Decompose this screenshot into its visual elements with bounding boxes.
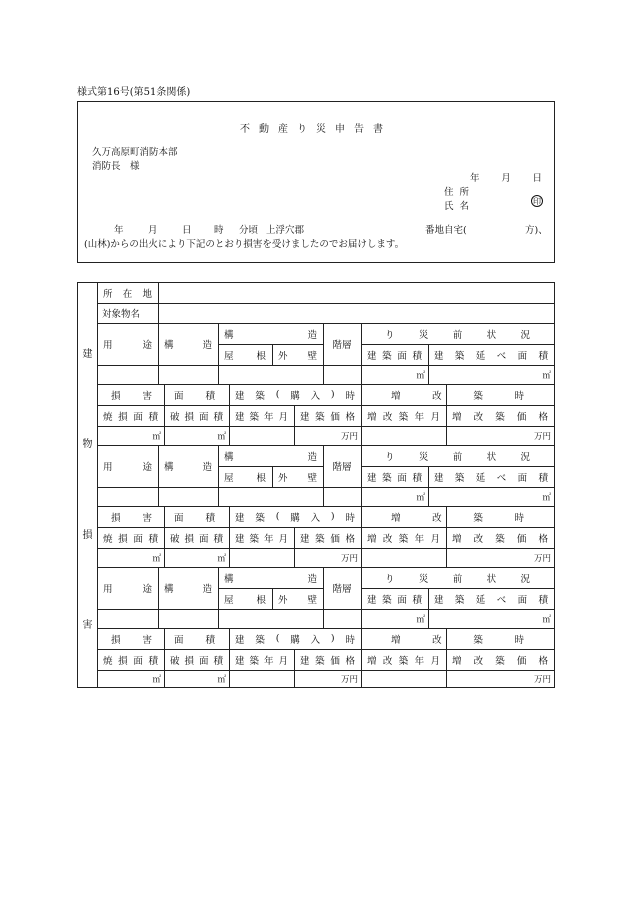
damage-area-label: 損 害 面 積 <box>111 390 215 402</box>
sqm-unit: ㎡ <box>152 674 161 685</box>
form-number-label: 様式第16号(第51条関係) <box>77 87 191 98</box>
sqm-unit: ㎡ <box>542 492 551 503</box>
destroyed-area-label: 破 損 面 積 <box>170 655 223 667</box>
pre-disaster-status-label: り 災 前 状 況 <box>385 451 530 463</box>
destroyed-area-label: 破 損 面 積 <box>170 411 223 423</box>
stmt-month: 月 <box>148 225 158 236</box>
wall-label: 外 壁 <box>278 472 317 484</box>
extension-time-label: 増 改 築 時 <box>391 390 524 402</box>
total-floor-area-label: 建 築 延 べ 面 積 <box>434 472 548 484</box>
stmt-day: 日 <box>182 225 192 236</box>
sqm-unit: ㎡ <box>416 370 425 381</box>
structure-label: 構 造 <box>164 462 212 473</box>
building-area-label: 建 築 面 積 <box>367 350 422 362</box>
stmt-year: 年 <box>114 225 124 236</box>
seal-mark: 印 <box>533 196 541 206</box>
damage-table <box>77 282 555 688</box>
yen-unit: 万円 <box>533 674 551 685</box>
yen-unit: 万円 <box>340 553 358 564</box>
fire-statement-line2: (山林)からの出火により下記のとおり損害を受けましたのでお届けします。 <box>84 239 405 250</box>
stmt-minute: 分頃 <box>239 225 259 236</box>
construction-time-label: 建 築 ( 購 入 ) 時 <box>235 389 355 402</box>
wall-label: 外 壁 <box>278 594 317 606</box>
sqm-unit: ㎡ <box>542 370 551 381</box>
pre-disaster-status-label: り 災 前 状 況 <box>385 329 530 341</box>
structure-group-label: 構 造 <box>224 573 317 585</box>
side-label-char: 害 <box>82 620 93 631</box>
target-name-label: 対象物名 <box>102 309 141 320</box>
stmt-hour: 時 <box>214 225 224 236</box>
usage-label: 用 途 <box>103 584 152 595</box>
month-label: 月 <box>501 173 511 184</box>
sqm-unit: ㎡ <box>416 492 425 503</box>
yen-unit: 万円 <box>533 431 551 442</box>
usage-label: 用 途 <box>103 340 152 351</box>
roof-label: 屋 根 <box>224 350 266 362</box>
side-label-char: 建 <box>82 349 93 360</box>
stmt-person: 方)、 <box>525 225 548 236</box>
extension-date-label: 増 改 築 年 月 <box>367 655 440 667</box>
total-floor-area-label: 建 築 延 べ 面 積 <box>434 594 548 606</box>
extension-price-label: 増 改 築 価 格 <box>452 655 548 667</box>
pre-disaster-status-label: り 災 前 状 況 <box>385 573 530 585</box>
floors-label: 階層 <box>332 584 352 595</box>
building-area-label: 建 築 面 積 <box>367 472 422 484</box>
extension-price-label: 増 改 築 価 格 <box>452 533 548 545</box>
day-label: 日 <box>532 173 542 184</box>
build-price-label: 建 築 価 格 <box>300 655 355 667</box>
structure-label: 構 造 <box>164 340 212 351</box>
floors-label: 階層 <box>332 462 352 473</box>
build-date-label: 建 築 年 月 <box>235 655 288 667</box>
build-date-label: 建 築 年 月 <box>235 533 288 545</box>
extension-time-label: 増 改 築 時 <box>391 512 524 524</box>
burned-area-label: 焼 損 面 積 <box>103 411 158 423</box>
sqm-unit: ㎡ <box>152 431 161 442</box>
roof-label: 屋 根 <box>224 594 266 606</box>
construction-time-label: 建 築 ( 購 入 ) 時 <box>235 633 355 646</box>
extension-date-label: 増 改 築 年 月 <box>367 533 440 545</box>
floors-label: 階層 <box>332 340 352 351</box>
sqm-unit: ㎡ <box>217 553 226 564</box>
structure-group-label: 構 造 <box>224 451 317 463</box>
sqm-unit: ㎡ <box>542 614 551 625</box>
addressee-department: 久万高原町消防本部 <box>92 147 178 158</box>
wall-label: 外 壁 <box>278 350 317 362</box>
declaration-header-box <box>77 101 555 263</box>
burned-area-label: 焼 損 面 積 <box>103 655 158 667</box>
building-area-label: 建 築 面 積 <box>367 594 422 606</box>
submission-date-labels <box>470 170 542 184</box>
structure-label: 構 造 <box>164 584 212 595</box>
fire-statement-line1 <box>84 222 548 236</box>
applicant-name-label: 氏名 <box>444 201 476 212</box>
location-label: 所 在 地 <box>103 289 152 300</box>
addressee-chief: 消防長 様 <box>92 161 140 172</box>
side-label-char: 物 <box>82 439 93 450</box>
destroyed-area-label: 破 損 面 積 <box>170 533 223 545</box>
burned-area-label: 焼 損 面 積 <box>103 533 158 545</box>
sqm-unit: ㎡ <box>217 431 226 442</box>
side-label-char: 損 <box>82 530 93 541</box>
stmt-district: 上浮穴郡 <box>266 225 305 236</box>
sqm-unit: ㎡ <box>152 553 161 564</box>
roof-label: 屋 根 <box>224 472 266 484</box>
structure-group-label: 構 造 <box>224 329 317 341</box>
usage-label: 用 途 <box>103 462 152 473</box>
build-date-label: 建 築 年 月 <box>235 411 288 423</box>
document-title: 不動産り災申告書 <box>240 124 392 135</box>
total-floor-area-label: 建 築 延 べ 面 積 <box>434 350 548 362</box>
construction-time-label: 建 築 ( 購 入 ) 時 <box>235 511 355 524</box>
extension-price-label: 増 改 築 価 格 <box>452 411 548 423</box>
yen-unit: 万円 <box>533 553 551 564</box>
applicant-address-label: 住所 <box>444 187 476 198</box>
yen-unit: 万円 <box>340 674 358 685</box>
damage-area-label: 損 害 面 積 <box>111 512 215 524</box>
damage-area-label: 損 害 面 積 <box>111 634 215 646</box>
year-label: 年 <box>470 173 480 184</box>
build-price-label: 建 築 価 格 <box>300 533 355 545</box>
extension-date-label: 増 改 築 年 月 <box>367 411 440 423</box>
yen-unit: 万円 <box>340 431 358 442</box>
sqm-unit: ㎡ <box>416 614 425 625</box>
build-price-label: 建 築 価 格 <box>300 411 355 423</box>
stmt-home: 番地自宅( <box>425 225 467 236</box>
extension-time-label: 増 改 築 時 <box>391 634 524 646</box>
sqm-unit: ㎡ <box>217 674 226 685</box>
